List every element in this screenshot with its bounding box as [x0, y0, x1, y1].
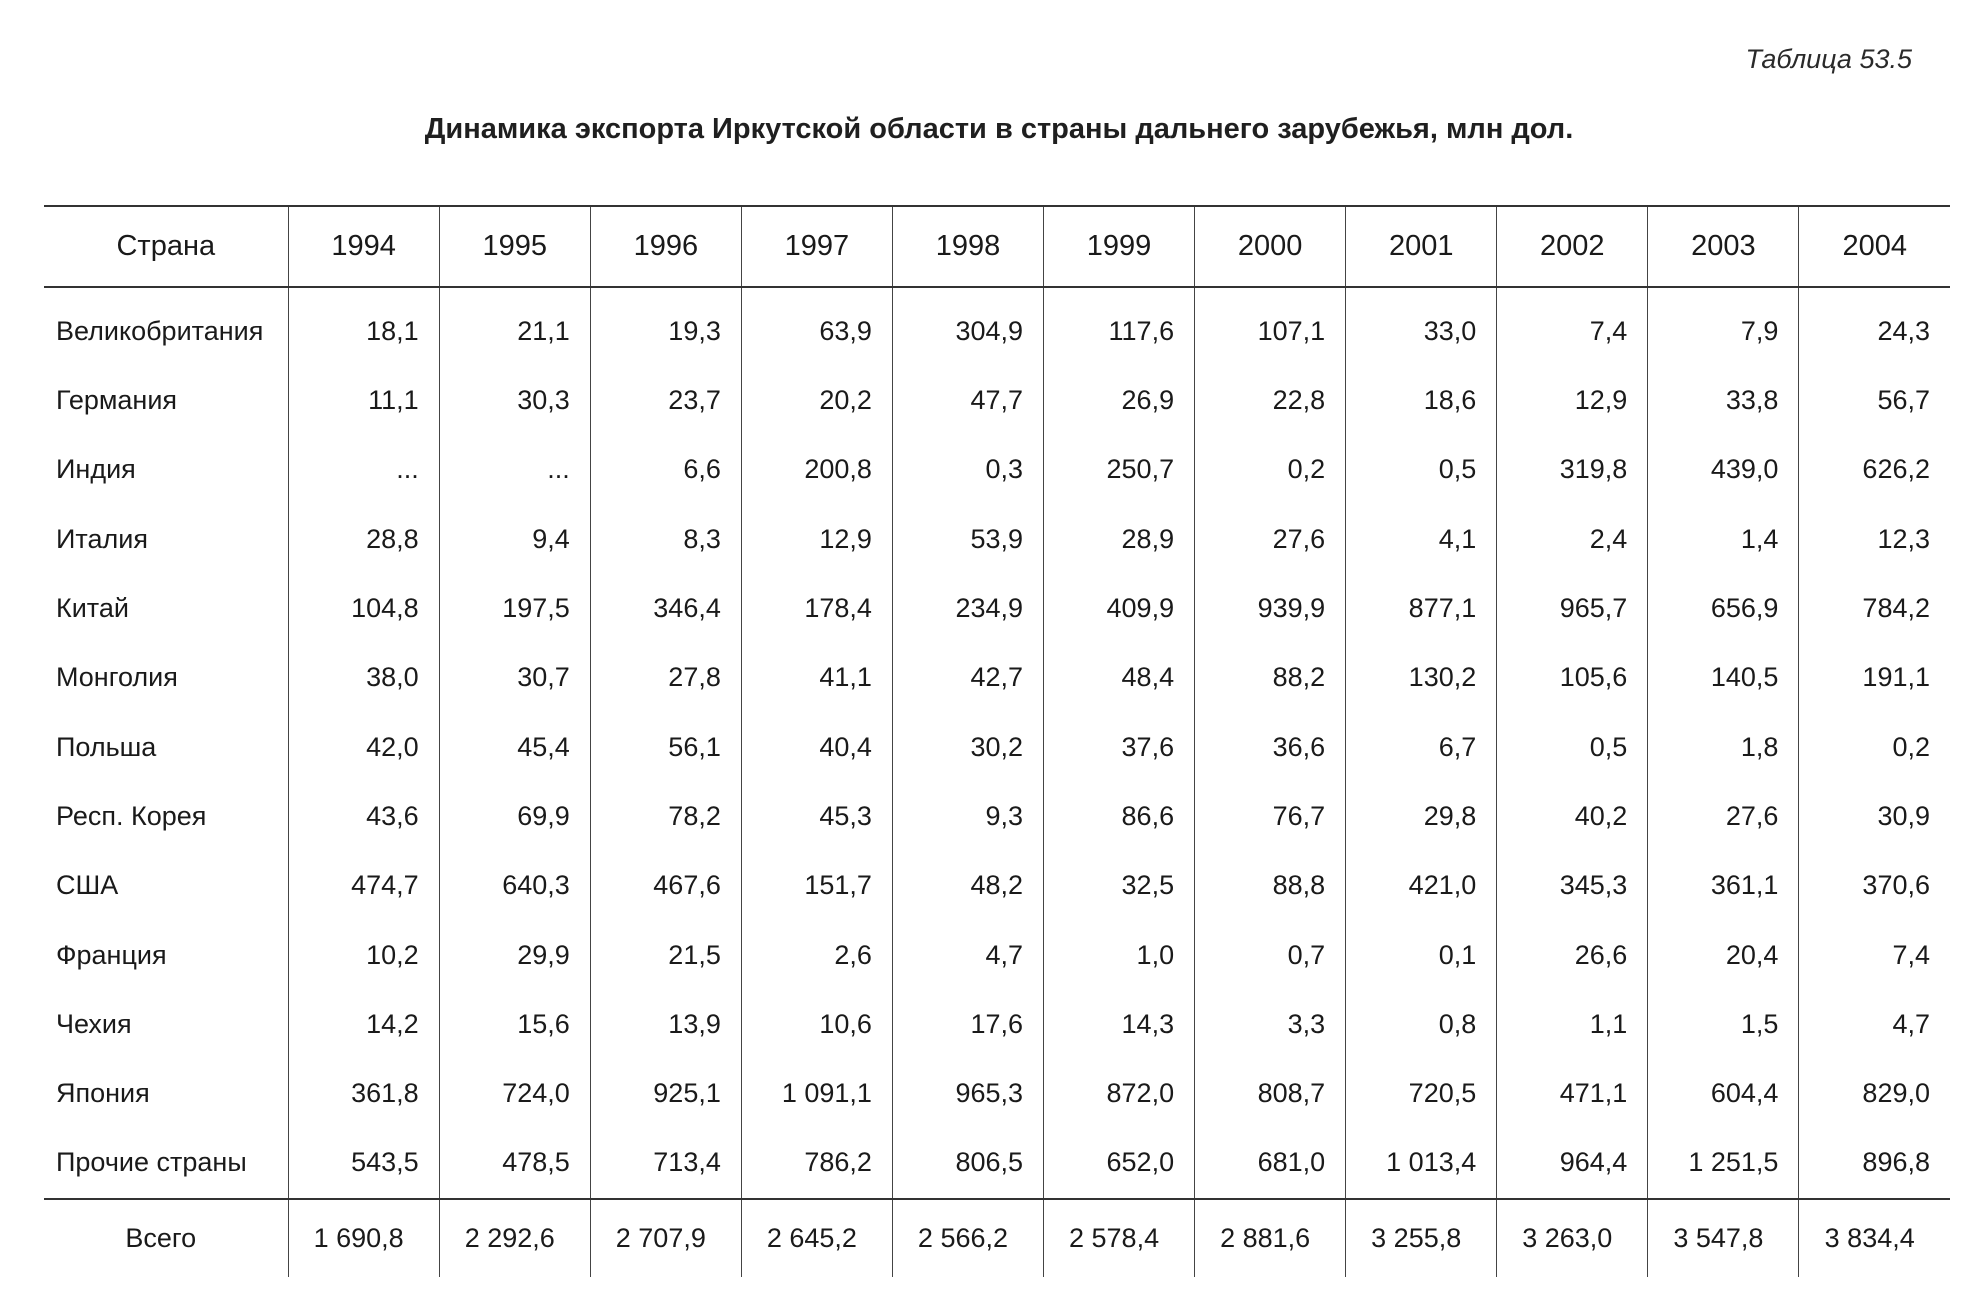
country-cell: Монголия	[56, 662, 178, 693]
value-cell: 0,5	[1346, 435, 1497, 504]
table-body	[44, 287, 1950, 1277]
value-cell: 30,9	[1799, 782, 1950, 851]
value-cell: 0,2	[1799, 712, 1950, 781]
value-cell: 40,2	[1497, 782, 1648, 851]
header-year: 2003	[1648, 206, 1799, 287]
header-year: 2002	[1497, 206, 1648, 287]
value-cell: 56,1	[590, 712, 741, 781]
total-value-cell: 3 547,8	[1648, 1199, 1799, 1277]
value-cell: 6,6	[590, 435, 741, 504]
total-value-cell: 2 645,2	[741, 1199, 892, 1277]
value-cell: 304,9	[892, 287, 1043, 366]
value-cell: 724,0	[439, 1059, 590, 1128]
value-cell: 474,7	[288, 851, 439, 920]
value-cell: 23,7	[590, 366, 741, 435]
total-value-cell: 2 578,4	[1044, 1199, 1195, 1277]
table-number-label: Таблица 53.5	[1745, 44, 1912, 74]
value-cell: 939,9	[1195, 574, 1346, 643]
value-cell: 17,6	[892, 990, 1043, 1059]
value-cell: 45,3	[741, 782, 892, 851]
table-row	[44, 435, 1950, 504]
value-cell: 784,2	[1799, 574, 1950, 643]
value-cell: 965,3	[892, 1059, 1043, 1128]
value-cell: 4,7	[1799, 990, 1950, 1059]
total-label: Всего	[44, 1199, 288, 1277]
total-value-cell: 3 263,0	[1497, 1199, 1648, 1277]
value-cell: 1,0	[1044, 920, 1195, 989]
table-row	[44, 505, 1950, 574]
value-cell: 1 013,4	[1346, 1128, 1497, 1198]
table-row	[44, 851, 1950, 920]
header-year: 1994	[288, 206, 439, 287]
value-cell: 806,5	[892, 1128, 1043, 1198]
table-row	[44, 990, 1950, 1059]
value-cell: 28,9	[1044, 505, 1195, 574]
value-cell: 69,9	[439, 782, 590, 851]
value-cell: 48,2	[892, 851, 1043, 920]
value-cell: 107,1	[1195, 287, 1346, 366]
value-cell: 140,5	[1648, 643, 1799, 712]
value-cell: 19,3	[590, 287, 741, 366]
value-cell: ...	[288, 435, 439, 504]
value-cell: 1,1	[1497, 990, 1648, 1059]
total-value-cell: 2 292,6	[439, 1199, 590, 1277]
header-year: 1996	[590, 206, 741, 287]
value-cell: 2,6	[741, 920, 892, 989]
value-cell: ...	[439, 435, 590, 504]
country-cell: Китай	[56, 593, 129, 624]
value-cell: 0,3	[892, 435, 1043, 504]
value-cell: 18,1	[288, 287, 439, 366]
value-cell: 40,4	[741, 712, 892, 781]
value-cell: 12,3	[1799, 505, 1950, 574]
table-row	[44, 1059, 1950, 1128]
value-cell: 346,4	[590, 574, 741, 643]
table-row	[44, 712, 1950, 781]
value-cell: 104,8	[288, 574, 439, 643]
total-value-cell: 3 255,8	[1346, 1199, 1497, 1277]
value-cell: 14,2	[288, 990, 439, 1059]
value-cell: 829,0	[1799, 1059, 1950, 1128]
value-cell: 0,8	[1346, 990, 1497, 1059]
value-cell: 4,7	[892, 920, 1043, 989]
value-cell: 42,0	[288, 712, 439, 781]
value-cell: 24,3	[1799, 287, 1950, 366]
value-cell: 877,1	[1346, 574, 1497, 643]
value-cell: 33,8	[1648, 366, 1799, 435]
value-cell: 543,5	[288, 1128, 439, 1198]
value-cell: 925,1	[590, 1059, 741, 1128]
value-cell: 27,6	[1648, 782, 1799, 851]
value-cell: 896,8	[1799, 1128, 1950, 1198]
value-cell: 964,4	[1497, 1128, 1648, 1198]
country-cell: США	[56, 870, 119, 901]
country-cell: Польша	[56, 731, 157, 762]
total-value-cell: 1 690,8	[288, 1199, 439, 1277]
header-year: 2001	[1346, 206, 1497, 287]
table-row	[44, 643, 1950, 712]
value-cell: 11,1	[288, 366, 439, 435]
value-cell: 319,8	[1497, 435, 1648, 504]
value-cell: 21,1	[439, 287, 590, 366]
value-cell: 345,3	[1497, 851, 1648, 920]
value-cell: 151,7	[741, 851, 892, 920]
value-cell: 786,2	[741, 1128, 892, 1198]
value-cell: 38,0	[288, 643, 439, 712]
value-cell: 1 251,5	[1648, 1128, 1799, 1198]
value-cell: 36,6	[1195, 712, 1346, 781]
value-cell: 421,0	[1346, 851, 1497, 920]
value-cell: 234,9	[892, 574, 1043, 643]
header-year: 1998	[892, 206, 1043, 287]
total-value-cell: 2 566,2	[892, 1199, 1043, 1277]
value-cell: 4,1	[1346, 505, 1497, 574]
value-cell: 32,5	[1044, 851, 1195, 920]
value-cell: 29,8	[1346, 782, 1497, 851]
country-cell: Чехия	[56, 1008, 132, 1039]
country-cell: Япония	[56, 1078, 150, 1109]
value-cell: 117,6	[1044, 287, 1195, 366]
value-cell: 7,4	[1799, 920, 1950, 989]
value-cell: 808,7	[1195, 1059, 1346, 1128]
value-cell: 37,6	[1044, 712, 1195, 781]
value-cell: 28,8	[288, 505, 439, 574]
country-cell: Прочие страны	[56, 1147, 247, 1178]
value-cell: 197,5	[439, 574, 590, 643]
value-cell: 78,2	[590, 782, 741, 851]
value-cell: 48,4	[1044, 643, 1195, 712]
table-row	[44, 1128, 1950, 1198]
value-cell: 1,4	[1648, 505, 1799, 574]
value-cell: 250,7	[1044, 435, 1195, 504]
value-cell: 13,9	[590, 990, 741, 1059]
country-cell: Германия	[56, 385, 178, 416]
value-cell: 478,5	[439, 1128, 590, 1198]
value-cell: 439,0	[1648, 435, 1799, 504]
value-cell: 22,8	[1195, 366, 1346, 435]
table-header	[44, 206, 1950, 287]
value-cell: 88,2	[1195, 643, 1346, 712]
table-title: Динамика экспорта Иркутской области в страны дальнего зарубежья, млн дол.	[424, 113, 1574, 145]
total-value-cell: 2 707,9	[590, 1199, 741, 1277]
value-cell: 409,9	[1044, 574, 1195, 643]
country-cell: Респ. Корея	[56, 800, 207, 831]
value-cell: 370,6	[1799, 851, 1950, 920]
value-cell: 0,2	[1195, 435, 1346, 504]
value-cell: 7,9	[1648, 287, 1799, 366]
value-cell: 29,9	[439, 920, 590, 989]
value-cell: 43,6	[288, 782, 439, 851]
value-cell: 33,0	[1346, 287, 1497, 366]
value-cell: 8,3	[590, 505, 741, 574]
value-cell: 200,8	[741, 435, 892, 504]
table-row	[44, 782, 1950, 851]
value-cell: 6,7	[1346, 712, 1497, 781]
value-cell: 10,2	[288, 920, 439, 989]
value-cell: 361,8	[288, 1059, 439, 1128]
value-cell: 10,6	[741, 990, 892, 1059]
value-cell: 15,6	[439, 990, 590, 1059]
value-cell: 12,9	[741, 505, 892, 574]
value-cell: 471,1	[1497, 1059, 1648, 1128]
header-year: 2004	[1799, 206, 1950, 287]
value-cell: 604,4	[1648, 1059, 1799, 1128]
value-cell: 26,9	[1044, 366, 1195, 435]
value-cell: 1,5	[1648, 990, 1799, 1059]
country-cell: Индия	[56, 454, 136, 485]
header-year: 2000	[1195, 206, 1346, 287]
value-cell: 42,7	[892, 643, 1043, 712]
value-cell: 27,6	[1195, 505, 1346, 574]
table-row	[44, 920, 1950, 989]
value-cell: 45,4	[439, 712, 590, 781]
value-cell: 56,7	[1799, 366, 1950, 435]
country-cell: Великобритания	[56, 315, 264, 346]
table-row	[44, 287, 1950, 366]
value-cell: 41,1	[741, 643, 892, 712]
value-cell: 88,8	[1195, 851, 1346, 920]
value-cell: 105,6	[1497, 643, 1648, 712]
value-cell: 12,9	[1497, 366, 1648, 435]
value-cell: 626,2	[1799, 435, 1950, 504]
value-cell: 872,0	[1044, 1059, 1195, 1128]
value-cell: 30,2	[892, 712, 1043, 781]
value-cell: 0,7	[1195, 920, 1346, 989]
value-cell: 9,3	[892, 782, 1043, 851]
header-year: 1997	[741, 206, 892, 287]
value-cell: 720,5	[1346, 1059, 1497, 1128]
value-cell: 86,6	[1044, 782, 1195, 851]
value-cell: 26,6	[1497, 920, 1648, 989]
total-row	[44, 1199, 1950, 1277]
country-cell: Италия	[56, 523, 148, 554]
header-country: Страна	[44, 206, 288, 287]
value-cell: 20,4	[1648, 920, 1799, 989]
value-cell: 681,0	[1195, 1128, 1346, 1198]
value-cell: 467,6	[590, 851, 741, 920]
value-cell: 18,6	[1346, 366, 1497, 435]
value-cell: 1 091,1	[741, 1059, 892, 1128]
header-year: 1995	[439, 206, 590, 287]
value-cell: 191,1	[1799, 643, 1950, 712]
value-cell: 965,7	[1497, 574, 1648, 643]
value-cell: 20,2	[741, 366, 892, 435]
value-cell: 21,5	[590, 920, 741, 989]
export-table	[44, 205, 1950, 1277]
value-cell: 640,3	[439, 851, 590, 920]
value-cell: 130,2	[1346, 643, 1497, 712]
value-cell: 7,4	[1497, 287, 1648, 366]
value-cell: 652,0	[1044, 1128, 1195, 1198]
value-cell: 361,1	[1648, 851, 1799, 920]
value-cell: 14,3	[1044, 990, 1195, 1059]
value-cell: 2,4	[1497, 505, 1648, 574]
value-cell: 3,3	[1195, 990, 1346, 1059]
header-row	[44, 206, 1950, 287]
value-cell: 0,1	[1346, 920, 1497, 989]
table-row	[44, 366, 1950, 435]
value-cell: 713,4	[590, 1128, 741, 1198]
value-cell: 30,3	[439, 366, 590, 435]
value-cell: 0,5	[1497, 712, 1648, 781]
total-value-cell: 3 834,4	[1799, 1199, 1950, 1277]
value-cell: 656,9	[1648, 574, 1799, 643]
value-cell: 47,7	[892, 366, 1043, 435]
value-cell: 1,8	[1648, 712, 1799, 781]
header-year: 1999	[1044, 206, 1195, 287]
value-cell: 30,7	[439, 643, 590, 712]
total-value-cell: 2 881,6	[1195, 1199, 1346, 1277]
value-cell: 178,4	[741, 574, 892, 643]
country-cell: Франция	[56, 939, 167, 970]
table-row	[44, 574, 1950, 643]
value-cell: 76,7	[1195, 782, 1346, 851]
value-cell: 27,8	[590, 643, 741, 712]
value-cell: 53,9	[892, 505, 1043, 574]
value-cell: 9,4	[439, 505, 590, 574]
value-cell: 63,9	[741, 287, 892, 366]
